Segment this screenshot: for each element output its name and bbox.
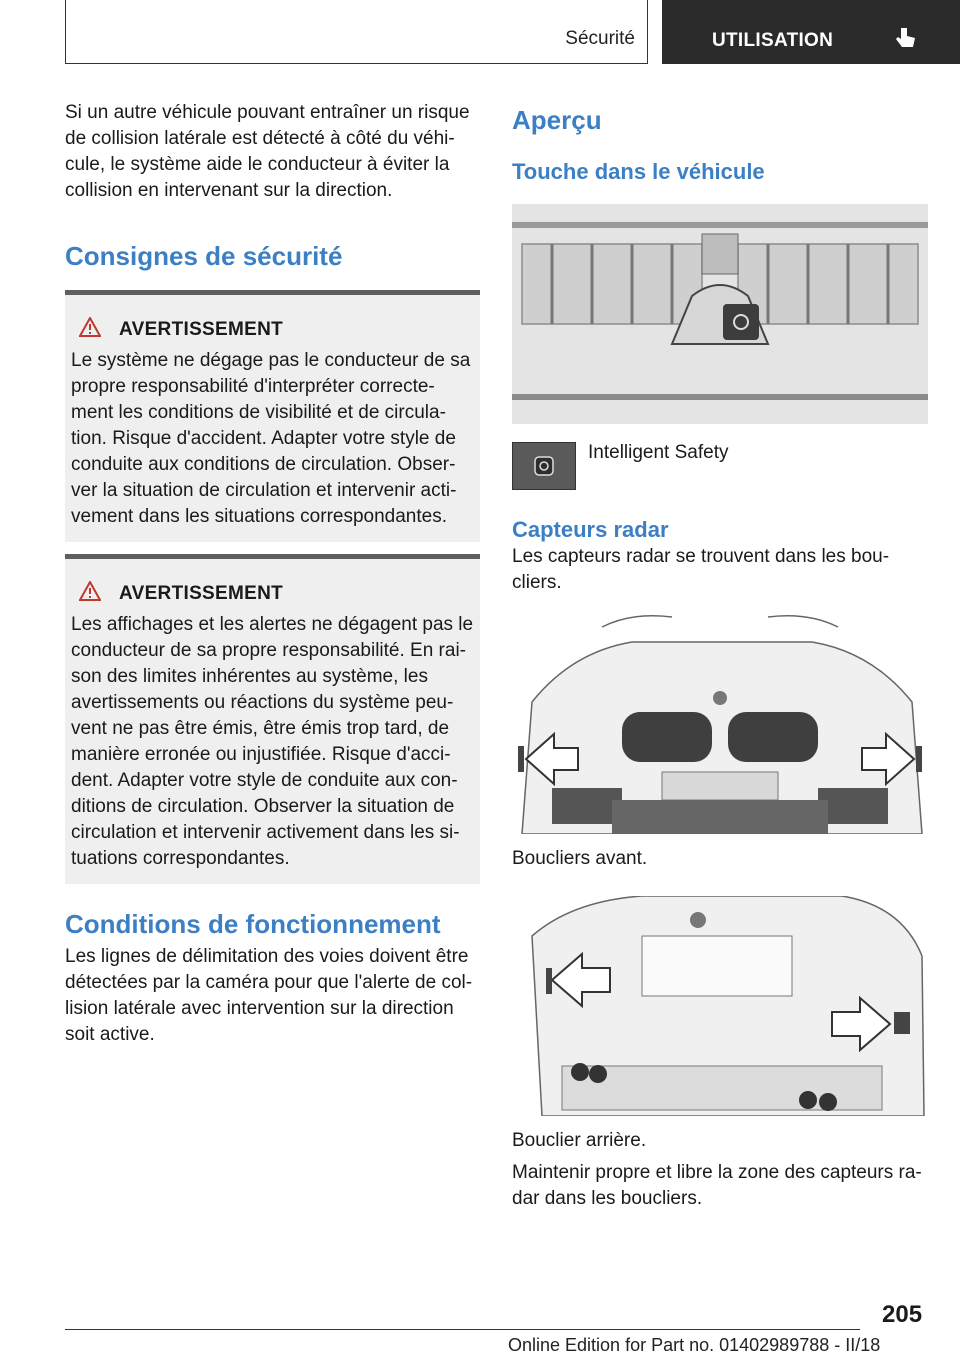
warning-box-1 — [65, 290, 480, 542]
warning-line: propre responsabilité d'interpréter correcte- — [71, 376, 435, 397]
conditions-line: lision latérale avec intervention sur la direction — [65, 998, 454, 1019]
intro-line: cule, le système aide le conducteur à éviter la — [65, 154, 450, 175]
warning-title: AVERTISSEMENT — [119, 318, 284, 340]
warning-line: circulation et intervenir activement dans les si- — [71, 822, 460, 843]
rear-bumper-illustration — [512, 896, 928, 1116]
overview-heading: Aperçu — [512, 105, 602, 135]
warning-line: conduite aux conditions de circulation. Obser- — [71, 454, 456, 475]
section-title: Sécurité — [565, 28, 635, 49]
intro-line: Si un autre véhicule pouvant entraîner un risque — [65, 102, 470, 123]
rear-caption: Bouclier arrière. — [512, 1130, 647, 1151]
button-legend-label: Intelligent Safety — [588, 442, 729, 463]
front-bumper-illustration — [512, 612, 928, 834]
maintain-line: Maintenir propre et libre la zone des capteurs ra- — [512, 1162, 922, 1183]
button-photo — [512, 204, 928, 424]
header-section-box — [65, 0, 648, 64]
radar-line: Les capteurs radar se trouvent dans les bou- — [512, 546, 890, 567]
button-legend — [512, 442, 928, 490]
conditions-line: soit active. — [65, 1024, 155, 1045]
radar-paragraph — [512, 544, 928, 596]
warning-line: Les affichages et les alertes ne dégagent pas le — [71, 614, 474, 635]
warning-line: tuations correspondantes. — [71, 848, 290, 869]
warning-line: manière erronée ou injustifiée. Risque d'acci- — [71, 744, 451, 765]
conditions-heading: Conditions de fonctionnement — [65, 909, 441, 939]
intro-line: collision en intervenant sur la direction. — [65, 180, 393, 201]
maintain-paragraph — [512, 1160, 928, 1212]
warning-line: vement dans les situations correspondantes. — [71, 506, 447, 527]
warning-box-2 — [65, 554, 480, 884]
front-caption: Boucliers avant. — [512, 848, 648, 869]
conditions-paragraph — [65, 944, 480, 1048]
warning-line: conducteur de sa propre responsabilité. En rai- — [71, 640, 467, 661]
button-heading: Touche dans le véhicule — [512, 159, 765, 184]
warning-line: avertissements ou réactions du système peu- — [71, 692, 454, 713]
warning-line: ment les conditions de visibilité et de circula- — [71, 402, 446, 423]
warning-line: ditions de circulation. Observer la situation de — [71, 796, 455, 817]
left-column — [65, 100, 480, 1048]
warning-triangle-icon — [79, 317, 101, 342]
hand-pointer-icon — [895, 26, 917, 55]
warning-line: vent ne pas être émis, être émis trop tard, de — [71, 718, 450, 739]
warning-triangle-icon — [79, 581, 101, 606]
conditions-line: Les lignes de délimitation des voies doivent être — [65, 946, 469, 967]
radar-line: cliers. — [512, 572, 562, 593]
conditions-line: détectées par la caméra pour que l'alerte de col- — [65, 972, 473, 993]
warning-line: tion. Risque d'accident. Adapter votre style de — [71, 428, 456, 449]
intro-paragraph — [65, 100, 480, 204]
intelligent-safety-button-icon — [512, 442, 576, 490]
right-column — [512, 100, 928, 1212]
warning-line: Le système ne dégage pas le conducteur de sa — [71, 350, 471, 371]
maintain-line: dar dans les boucliers. — [512, 1188, 703, 1209]
warning-line: ver la situation de circulation et intervenir acti- — [71, 480, 457, 501]
warning-title: AVERTISSEMENT — [119, 582, 284, 604]
warning-line: son des limites inhérentes au système, les — [71, 666, 428, 687]
radar-heading: Capteurs radar — [512, 517, 669, 542]
page-number: 205 — [882, 1301, 923, 1328]
footer-divider — [65, 1329, 860, 1330]
intro-line: de collision latérale est détecté à côté du véhi- — [65, 128, 455, 149]
footer-edition: Online Edition for Part no. 01402989788 - II/18 — [508, 1335, 881, 1355]
warning-line: dent. Adapter votre style de conduite aux con- — [71, 770, 458, 791]
chapter-tab[interactable] — [662, 0, 960, 64]
safety-heading: Consignes de sécurité — [65, 241, 343, 271]
chapter-tab-label: UTILISATION — [712, 30, 834, 51]
